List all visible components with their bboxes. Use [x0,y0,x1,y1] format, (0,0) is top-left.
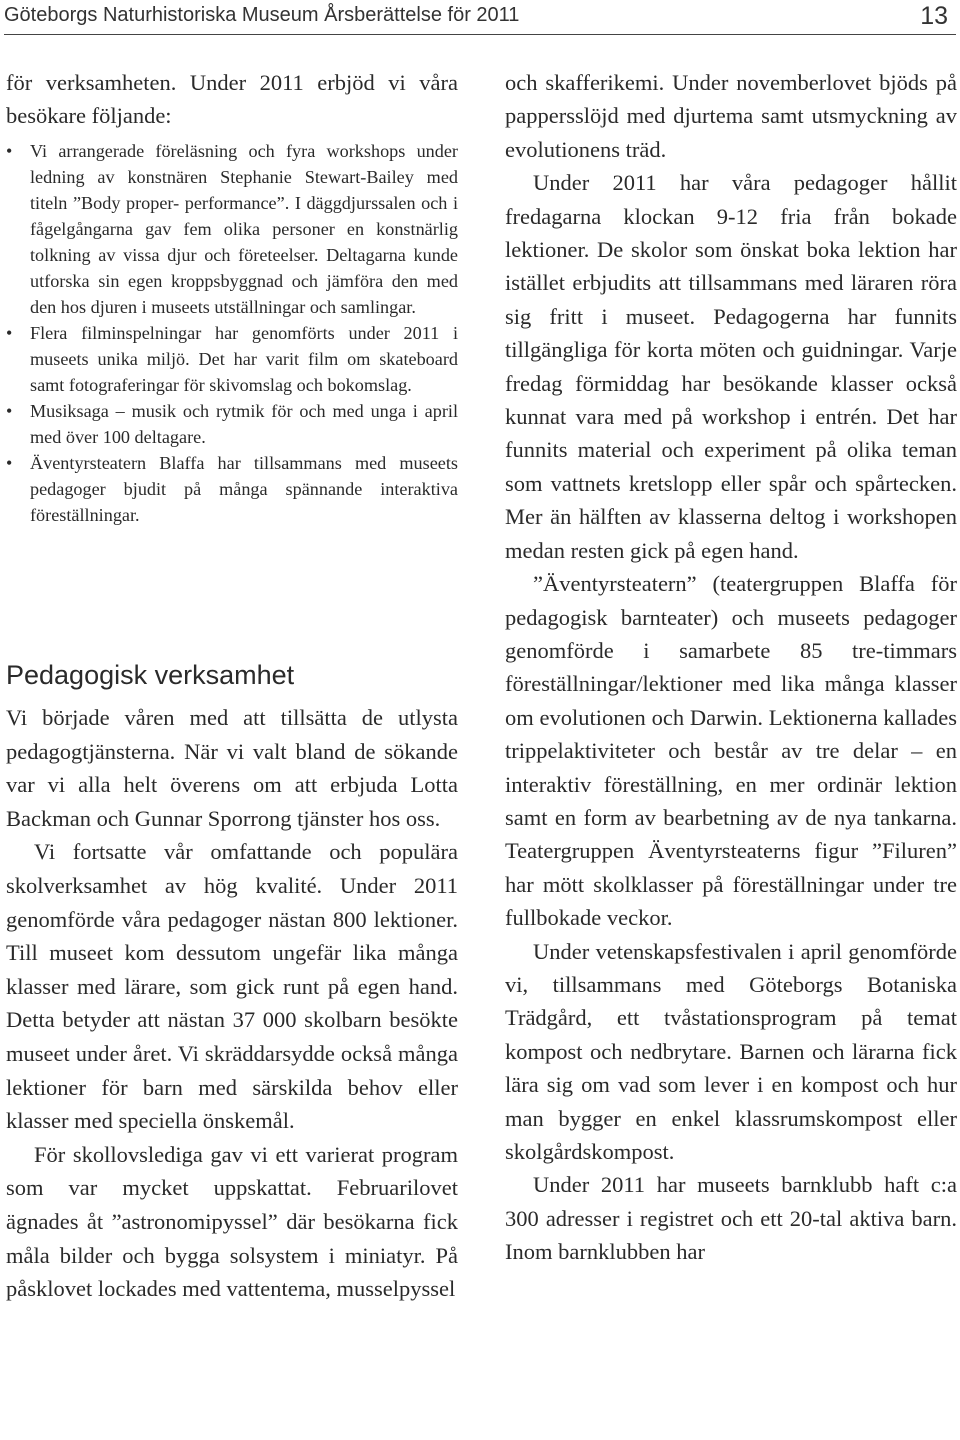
body-paragraph: Under 2011 har museets barnklubb haft c:a 300 adresser i registret och ett 20-tal aktiva barn. Inom barnklubben har [505,1172,957,1265]
list-item-text: Äventyrsteatern Blaffa har tillsammans med museets pedagoger bjudit på många spännande interaktiva föreställningar. [30,453,458,525]
bullet-icon: • [6,323,13,343]
body-paragraph: och skafferikemi. Under novemberlovet bjöds på pappersslöjd med djurtema samt utsmyckning av evolutionens träd. [505,70,957,162]
header-divider [4,34,956,35]
page-header [0,0,960,36]
body-paragraph: Vi fortsatte vår omfattande och populära skolverksamhet av hög kvalité. Under 2011 genomförde våra pedagoger nästan 800 lektioner. Till museet kom dessutom ungefär lika många klasser med lärare, som gick runt på egen hand. Detta betyder att nästan 37 000 skolbarn besökte museet under året. Vi skräddarsydde också många lektioner för barn med särskilda behov eller klasser med speciella önskemål. [6,839,458,1134]
body-paragraph: Vi började våren med att tillsätta de utlysta pedagogtjänsterna. När vi valt bland de sökande var vi alla helt överens om att erbjuda Lotta Backman och Gunnar Sporrong tjänster hos oss. [6,705,458,831]
list-item [6,398,458,450]
body-paragraph: Under 2011 har våra pedagoger hållit fredagarna klockan 9-12 fria från bokade lektioner. De skolor som önskat boka lektion har istället erbjudits att tillsammans med läraren röra sig fritt i museet. Pedagogerna har funnits tillgängliga för korta möten och guidningar. Varje fredag förmiddag har besökande klasser också kunnat vara med på workshop i entrén. Det har funnits material och experiment på olika teman som vattnets kretslopp eller spår och spårtecken. Mer än hälften av klasserna deltog i workshopen medan resten gick på egen hand. [505,170,957,563]
right-column [505,66,957,1269]
left-body [6,701,458,1306]
left-column [6,66,458,528]
list-item [6,450,458,528]
offerings-list [6,138,458,528]
body-paragraph: ”Äventyrsteatern” (teatergruppen Blaffa för pedagogisk barnteater) och museets pedagoger genomförde i samarbete 85 tre-timmars föreställningar/lektioner med lika många klasser om evolutionen och Darwin. Lektionerna kallades trippelaktiviteter och består av tre delar – en interaktiv föreställning, en mer ordinär lektion samt en form av bearbetning av de nya tankarna. Teatergruppen Äventyrsteaterns figur ”Filuren” har mött skolklasser på föreställningar under tre fullbokade veckor. [505,571,957,931]
section-heading: Pedagogisk verksamhet [6,660,295,690]
report-title: Göteborgs Naturhistoriska Museum Årsberättelse för 2011 [4,4,520,26]
bullet-icon: • [6,401,13,421]
list-item-text: Flera filminspelningar har genomförts under 2011 i museets unika miljö. Det har varit film om skateboard samt fotograferingar för skivomslag och bokomslag. [30,323,458,395]
list-item-text: Musiksaga – musik och rytmik för och med unga i april med över 100 deltagare. [30,401,458,447]
body-paragraph: För skollovslediga gav vi ett varierat program som var mycket uppskattat. Februarilovet ägnades åt ”astronomipyssel” där besökarna fick måla bilder och bygga solsystem i miniatyr. På påsklovet lockades med vattentema, musselpyssel [6,1141,458,1302]
bullet-icon: • [6,141,13,161]
body-paragraph: Under vetenskapsfestivalen i april genomförde vi, tillsammans med Göteborgs Botaniska Trädgård, ett tvåstationsprogram på temat kompost och nedbrytare. Barnen och lärarna fick lära sig om vad som lever i en kompost och hur man bygger en enkel klassrumskompost eller skolgårdskompost. [505,938,957,1164]
page-number: 13 [920,2,948,30]
list-item [6,320,458,398]
list-item [6,138,458,320]
bullet-icon: • [6,453,13,473]
list-item-text: Vi arrangerade föreläsning och fyra workshops under ledning av konstnären Stephanie Stewart-Bailey med titeln ”Body proper- performance”. I däggdjurssalen och i fågelgångarna gav fem olika personer en konstnärlig tolkning av vissa djur och företeelser. Deltagarna kunde utforska sin egen kroppsbyggnad och jämföra den med den hos djuren i museets utställningar och samlingar. [30,141,458,317]
intro-paragraph: för verksamheten. Under 2011 erbjöd vi våra besökare följande: [6,70,458,128]
